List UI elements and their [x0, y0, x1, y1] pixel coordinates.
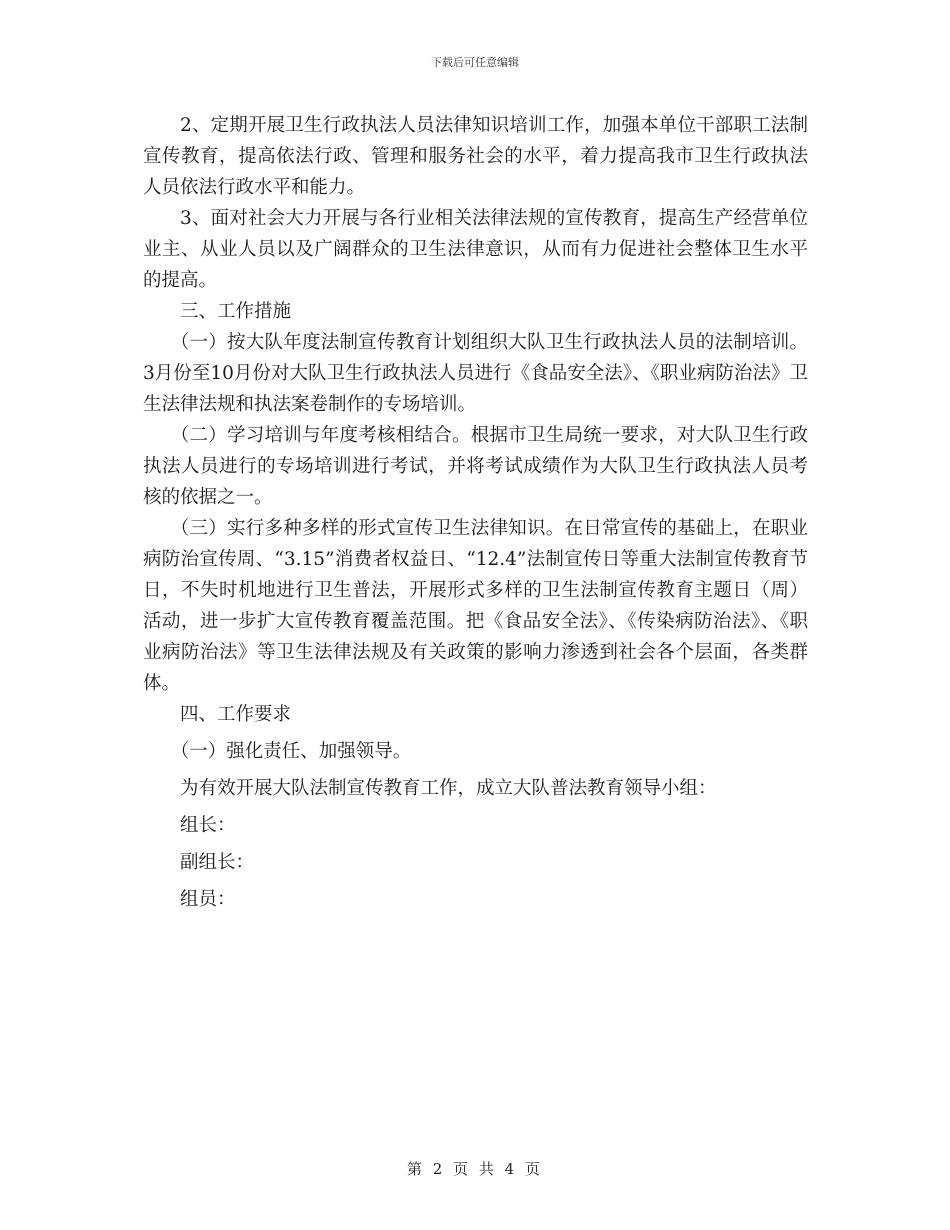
paragraph-leadership-group: 为有效开展大队法制宣传教育工作，成立大队普法教育领导小组：: [180, 778, 717, 799]
paragraph-item-3: 3、面对社会大力开展与各行业相关法律法规的宣传教育，提高生产经营单位业主、从业人员以及广阔群众的卫生法律意识，从而有力促进社会整体卫生水平的提高。: [143, 208, 808, 291]
paragraph-item-2: 2、定期开展卫生行政执法人员法律知识培训工作，加强本单位干部职工法制宣传教育，提高依法行政、管理和服务社会的水平，着力提高我市卫生行政执法人员依法行政水平和能力。: [143, 115, 808, 198]
section-heading-measures: 三、工作措施: [180, 301, 292, 322]
paragraph-measure-1: （一）按大队年度法制宣传教育计划组织大队卫生行政执法人员的法制培训。3月份至10月份对大队卫生行政执法人员进行《食品安全法》、《职业病防治法》卫生法律法规和执法案卷制作的专场培训。: [143, 332, 808, 415]
page-number: 第 2 页 共 4 页: [407, 1160, 543, 1178]
page-header: 下载后可任意编辑: [431, 56, 519, 69]
paragraph-requirement-1: （一）强化责任、加强领导。: [170, 741, 412, 762]
label-deputy-leader: 副组长：: [180, 852, 255, 873]
label-members: 组员：: [180, 889, 236, 910]
paragraph-measure-2: （二）学习培训与年度考核相结合。根据市卫生局统一要求，对大队卫生行政执法人员进行的专场培训进行考试，并将考试成绩作为大队卫生行政执法人员考核的依据之一。: [143, 425, 808, 508]
document-body: [143, 110, 808, 915]
paragraph-measure-3: （三）实行多种多样的形式宣传卫生法律知识。在日常宣传的基础上，在职业病防治宣传周、“3.15”消费者权益日、“12.4”法制宣传日等重大法制宣传教育节日，不失时机地进行卫生普法，开展形式多样的卫生法制宣传教育主题日（周）活动，进一步扩大宣传教育覆盖范围。把《食品安全法》、《传染病防治法》、《职业病防治法》等卫生法律法规及有关政策的影响力渗透到社会各个层面，各类群体。: [143, 518, 808, 694]
label-group-leader: 组长：: [180, 815, 236, 836]
section-heading-requirements: 四、工作要求: [180, 704, 292, 725]
